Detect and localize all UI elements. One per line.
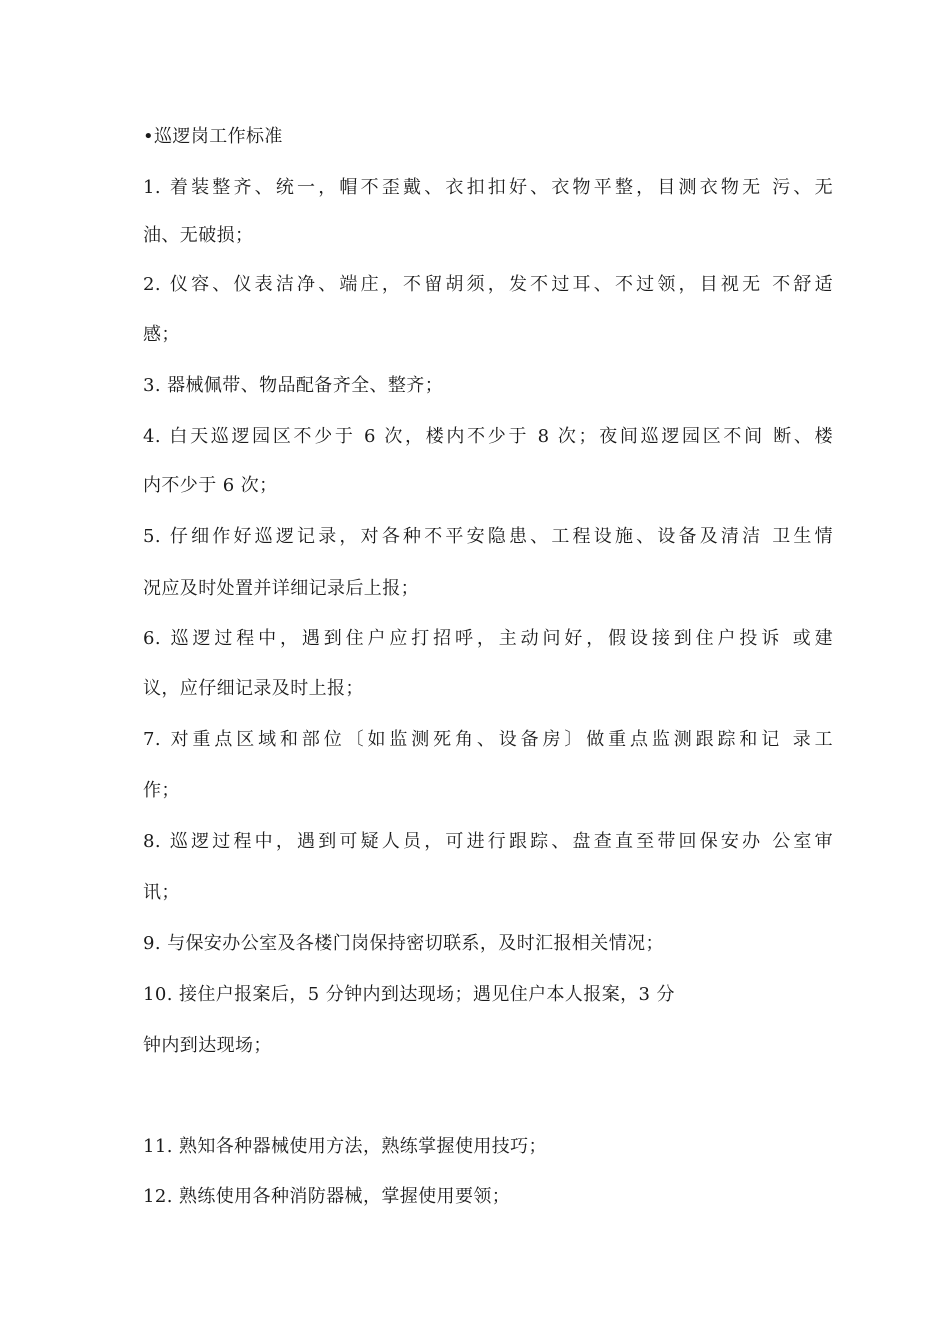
text-line: 12. 熟练使用各种消防器械，掌握使用要领； bbox=[143, 1186, 511, 1207]
text-line: 讯； bbox=[143, 882, 180, 903]
text-line: 11. 熟知各种器械使用方法，熟练掌握使用技巧； bbox=[143, 1136, 547, 1157]
document-title: •巡逻岗工作标准 bbox=[143, 126, 283, 147]
text-line: 1. 着装整齐、统一，帽不歪戴、衣扣扣好、衣物平整，目测衣物无 污、无 bbox=[143, 177, 833, 198]
text-line: 议，应仔细记录及时上报； bbox=[143, 678, 364, 699]
text-line: 油、无破损； bbox=[143, 225, 254, 246]
text-line: 况应及时处置并详细记录后上报； bbox=[143, 578, 419, 599]
text-line: 内不少于 6 次； bbox=[143, 475, 278, 496]
text-line: 7. 对重点区域和部位〔如监测死角、设备房〕做重点监测跟踪和记 录工 bbox=[143, 729, 833, 750]
text-line: 8. 巡逻过程中，遇到可疑人员，可进行跟踪、盘查直至带回保安办 公室审 bbox=[143, 831, 833, 852]
text-line: 6. 巡逻过程中，遇到住户应打招呼，主动问好，假设接到住户投诉 或建 bbox=[143, 628, 833, 649]
text-line: 10. 接住户报案后，5 分钟内到达现场；遇见住户本人报案，3 分 bbox=[143, 984, 675, 1005]
text-line: 5. 仔细作好巡逻记录，对各种不平安隐患、工程设施、设备及清洁 卫生情 bbox=[143, 526, 833, 547]
text-line: 感； bbox=[143, 324, 180, 345]
text-line: 9. 与保安办公室及各楼门岗保持密切联系，及时汇报相关情况； bbox=[143, 933, 664, 954]
text-line: 作； bbox=[143, 780, 180, 801]
text-line: 3. 器械佩带、物品配备齐全、整齐； bbox=[143, 375, 444, 396]
text-line: 4. 白天巡逻园区不少于 6 次，楼内不少于 8 次；夜间巡逻园区不间 断、楼 bbox=[143, 426, 833, 447]
text-line: 钟内到达现场； bbox=[143, 1035, 272, 1056]
text-line: 2. 仪容、仪表洁净、端庄，不留胡须，发不过耳、不过领，目视无 不舒适 bbox=[143, 274, 833, 295]
